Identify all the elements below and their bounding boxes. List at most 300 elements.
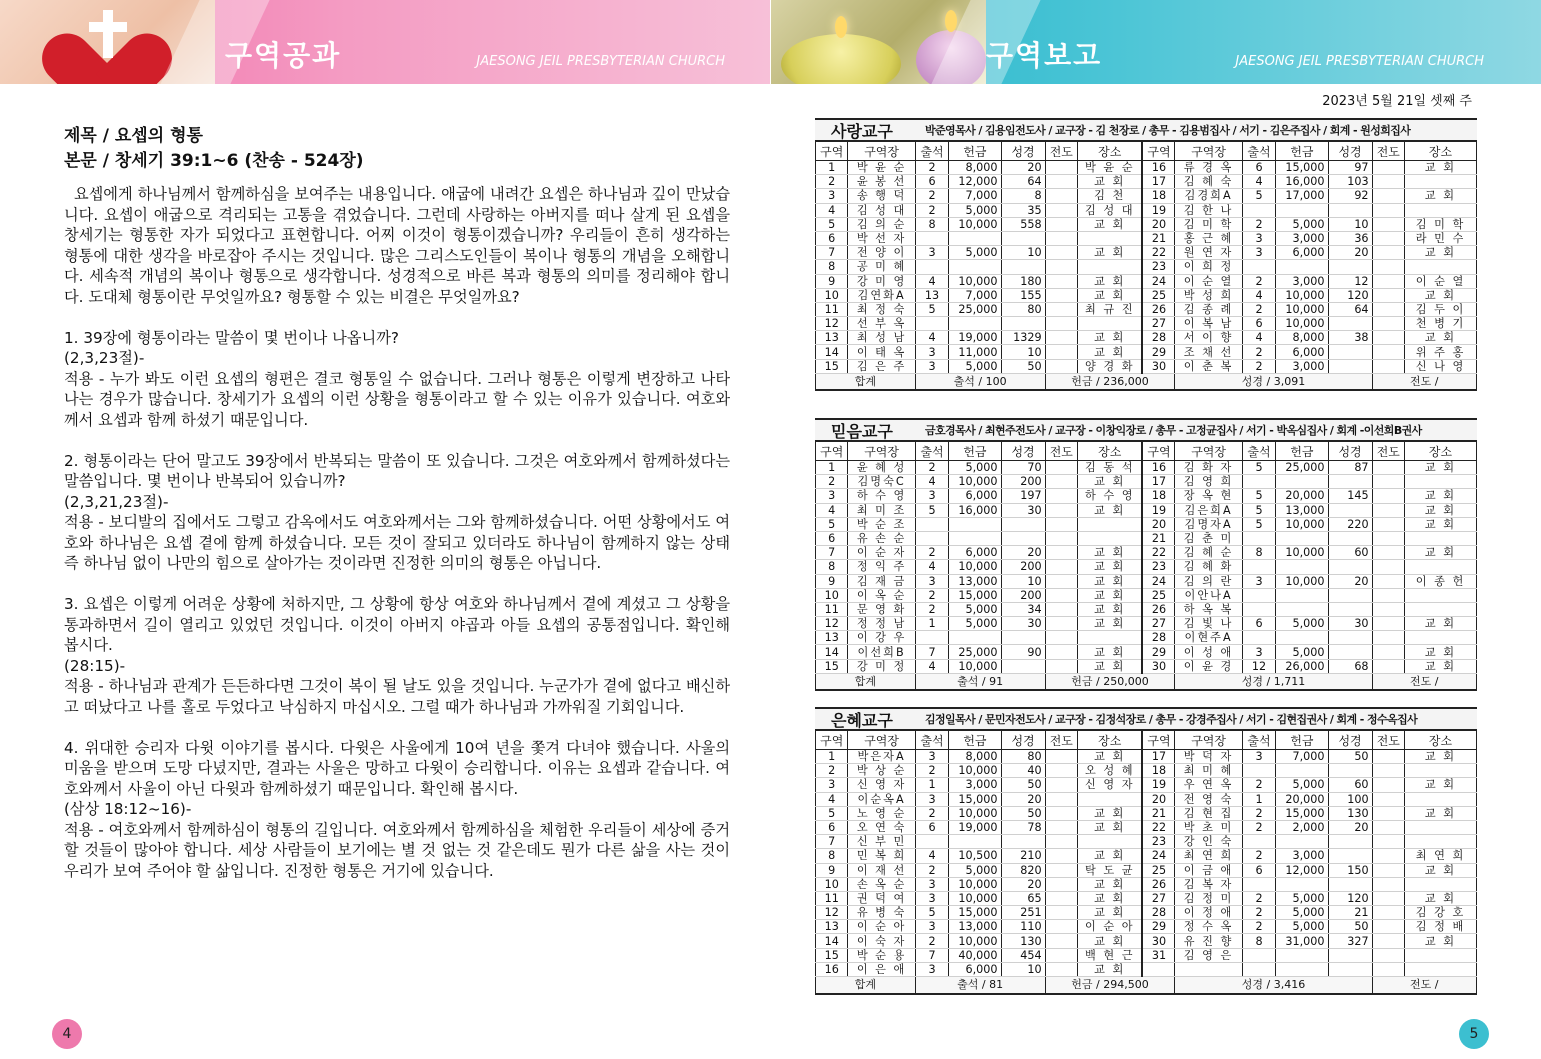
table-cell: 3 xyxy=(1242,574,1276,588)
table-cell xyxy=(1242,631,1276,645)
column-header: 장소 xyxy=(1078,731,1143,750)
report-date: 2023년 5월 21일 셋째 주 xyxy=(1322,94,1472,109)
table-cell: 13 xyxy=(816,331,848,345)
table-cell: 4 xyxy=(915,274,949,288)
table-cell: 3,000 xyxy=(1276,231,1328,245)
table-cell xyxy=(1372,849,1404,863)
table-cell xyxy=(1372,617,1404,631)
table-cell: 박 초 미 xyxy=(1175,820,1242,834)
table-cell xyxy=(1372,574,1404,588)
table-cell: 서 이 향 xyxy=(1175,331,1242,345)
table-cell: 김 두 이 xyxy=(1405,302,1477,316)
total-attendance: 출석 / 81 xyxy=(915,977,1045,994)
table-cell: 5,000 xyxy=(1276,778,1328,792)
table-cell: 김명자A xyxy=(1175,517,1242,531)
table-cell: 2 xyxy=(1242,359,1276,373)
table-cell: 11 xyxy=(816,602,848,616)
table-cell: 80 xyxy=(1001,750,1045,764)
section-title-lesson: 구역공과 xyxy=(225,39,342,72)
table-cell: 3 xyxy=(915,891,949,905)
table-cell: 10 xyxy=(816,288,848,302)
table-cell: 교 회 xyxy=(1078,345,1143,359)
table-cell: 손 옥 순 xyxy=(848,877,915,891)
table-row xyxy=(816,231,1477,245)
table-cell: 12,000 xyxy=(1276,863,1328,877)
table-cell: 17 xyxy=(1142,750,1174,764)
table-cell: 이 순 열 xyxy=(1405,274,1477,288)
table-cell xyxy=(1045,517,1077,531)
column-header: 성경 xyxy=(1328,731,1372,750)
table-cell: 이 숙 자 xyxy=(848,934,915,948)
table-cell xyxy=(1328,317,1372,331)
table-cell: 김명숙C xyxy=(848,475,915,489)
table-cell: 40 xyxy=(1001,764,1045,778)
table-cell: 7,000 xyxy=(949,189,1001,203)
table-cell: 민 복 희 xyxy=(848,849,915,863)
table-cell xyxy=(949,231,1001,245)
table-cell xyxy=(1045,317,1077,331)
table-cell: 2 xyxy=(1242,806,1276,820)
district-report xyxy=(815,707,1477,995)
table-cell xyxy=(915,517,949,531)
table-cell: 4 xyxy=(816,203,848,217)
column-header: 출석 xyxy=(1242,731,1276,750)
table-cell: 150 xyxy=(1328,863,1372,877)
table-cell: 6,000 xyxy=(949,546,1001,560)
table-cell: 2 xyxy=(915,764,949,778)
table-cell: 하 수 영 xyxy=(848,489,915,503)
table-cell: 17 xyxy=(1142,175,1174,189)
table-cell xyxy=(1242,948,1276,962)
table-cell: 교 회 xyxy=(1405,288,1477,302)
table-cell: 25,000 xyxy=(949,302,1001,316)
table-cell: 김경희A xyxy=(1175,189,1242,203)
table-cell: 251 xyxy=(1001,906,1045,920)
table-row xyxy=(816,849,1477,863)
table-cell: 교 회 xyxy=(1405,659,1477,673)
table-cell xyxy=(1372,792,1404,806)
table-cell xyxy=(1372,863,1404,877)
table-cell: 10,000 xyxy=(949,217,1001,231)
heart-cross-icon xyxy=(62,2,152,80)
table-cell: 정 정 남 xyxy=(848,617,915,631)
table-cell: 23 xyxy=(1142,835,1174,849)
column-header: 구역 xyxy=(1142,731,1174,750)
district-header xyxy=(815,118,1477,141)
table-cell: 29 xyxy=(1142,345,1174,359)
table-cell: 류 경 옥 xyxy=(1175,161,1242,175)
table-row xyxy=(816,489,1477,503)
table-cell: 20,000 xyxy=(1276,792,1328,806)
table-cell: 558 xyxy=(1001,217,1045,231)
table-cell xyxy=(1045,806,1077,820)
table-cell: 김 의 란 xyxy=(1175,574,1242,588)
table-cell: 7,000 xyxy=(1276,750,1328,764)
table-cell xyxy=(915,231,949,245)
table-cell: 조 채 선 xyxy=(1175,345,1242,359)
table-cell: 5,000 xyxy=(949,359,1001,373)
table-cell: 26,000 xyxy=(1276,659,1328,673)
table-cell: 18 xyxy=(1142,189,1174,203)
column-header: 출석 xyxy=(915,731,949,750)
column-header: 성경 xyxy=(1001,142,1045,161)
table-cell xyxy=(1242,531,1276,545)
table-cell: 백 현 근 xyxy=(1078,948,1143,962)
table-cell xyxy=(1242,877,1276,891)
table-cell: 2 xyxy=(1242,820,1276,834)
table-cell: 65 xyxy=(1001,891,1045,905)
table-cell xyxy=(1045,288,1077,302)
table-cell: 120 xyxy=(1328,891,1372,905)
table-cell xyxy=(1045,475,1077,489)
table-row xyxy=(816,461,1477,475)
total-attendance: 출석 / 91 xyxy=(915,673,1045,690)
header-banner-right xyxy=(771,0,1541,84)
table-cell: 5,000 xyxy=(949,602,1001,616)
table-cell xyxy=(1405,764,1477,778)
table-cell: 19 xyxy=(1142,203,1174,217)
table-cell xyxy=(1175,962,1242,976)
table-cell: 김 영 희 xyxy=(1175,475,1242,489)
table-cell: 김 천 xyxy=(1078,189,1143,203)
table-cell xyxy=(1372,302,1404,316)
table-cell: 15,000 xyxy=(949,792,1001,806)
table-cell: 김 재 금 xyxy=(848,574,915,588)
column-header: 장소 xyxy=(1078,142,1143,161)
table-cell: 50 xyxy=(1001,806,1045,820)
table-cell: 3 xyxy=(915,489,949,503)
district-report xyxy=(815,118,1477,391)
table-cell: 교 회 xyxy=(1405,246,1477,260)
table-cell: 60 xyxy=(1328,778,1372,792)
table-cell xyxy=(949,317,1001,331)
total-row xyxy=(816,373,1477,390)
table-row xyxy=(816,602,1477,616)
table-cell: 2 xyxy=(1242,217,1276,231)
table-cell: 박 순 조 xyxy=(848,517,915,531)
table-cell xyxy=(1328,359,1372,373)
table-cell: 12 xyxy=(816,317,848,331)
table-cell: 5 xyxy=(915,503,949,517)
table-cell: 28 xyxy=(1142,331,1174,345)
table-cell xyxy=(1328,631,1372,645)
table-cell: 최 규 진 xyxy=(1078,302,1143,316)
column-header: 전도 xyxy=(1045,142,1077,161)
table-cell: 김 종 례 xyxy=(1175,302,1242,316)
total-label: 합계 xyxy=(816,673,916,690)
table-cell xyxy=(1045,792,1077,806)
table-cell: 이 희 정 xyxy=(1175,260,1242,274)
table-cell: 2 xyxy=(915,461,949,475)
lesson-scripture: 본문 / 창세기 39:1~6 (찬송 - 524장) xyxy=(64,151,364,171)
table-row xyxy=(816,588,1477,602)
table-cell: 30 xyxy=(1142,359,1174,373)
table-cell xyxy=(1405,260,1477,274)
table-cell: 17,000 xyxy=(1276,189,1328,203)
table-cell: 교 회 xyxy=(1405,891,1477,905)
table-cell xyxy=(949,835,1001,849)
table-row xyxy=(816,962,1477,976)
district-staff: 금호경목사 / 최현주전도사 / 교구장 - 이창익장로 / 총무 - 고정균집사 / 서기 - 박옥심집사 / 회계 -이선희B권사 xyxy=(925,424,1422,437)
table-cell xyxy=(1276,560,1328,574)
table-cell: 26 xyxy=(1142,877,1174,891)
table-cell: 교 회 xyxy=(1078,934,1143,948)
table-cell: 15,000 xyxy=(1276,806,1328,820)
lesson-page xyxy=(64,124,730,881)
table-cell xyxy=(1276,203,1328,217)
table-cell: 신 나 영 xyxy=(1405,359,1477,373)
table-cell: 5 xyxy=(915,302,949,316)
table-cell xyxy=(1276,962,1328,976)
table-cell: 38 xyxy=(1328,331,1372,345)
table-cell: 2 xyxy=(1242,778,1276,792)
table-cell xyxy=(1372,175,1404,189)
table-cell: 2 xyxy=(915,863,949,877)
table-cell: 공 미 혜 xyxy=(848,260,915,274)
table-cell: 오 성 혜 xyxy=(1078,764,1143,778)
table-cell xyxy=(1328,560,1372,574)
table-cell: 13 xyxy=(915,288,949,302)
table-cell: 11,000 xyxy=(949,345,1001,359)
table-cell xyxy=(1045,546,1077,560)
table-cell: 26 xyxy=(1142,302,1174,316)
table-row xyxy=(816,835,1477,849)
table-cell: 3 xyxy=(915,345,949,359)
table-cell xyxy=(1045,217,1077,231)
table-cell: 13,000 xyxy=(949,920,1001,934)
table-cell: 8 xyxy=(915,217,949,231)
table-cell: 15,000 xyxy=(1276,161,1328,175)
table-cell xyxy=(1242,260,1276,274)
table-cell: 교 회 xyxy=(1078,891,1143,905)
table-cell xyxy=(1001,659,1045,673)
table-cell xyxy=(1045,331,1077,345)
district-report xyxy=(815,418,1477,691)
table-cell: 신 영 자 xyxy=(848,778,915,792)
table-cell xyxy=(1001,260,1045,274)
table-cell xyxy=(949,531,1001,545)
table-cell xyxy=(1276,877,1328,891)
table-cell: 이 복 남 xyxy=(1175,317,1242,331)
table-cell: 이 순 아 xyxy=(1078,920,1143,934)
table-cell: 15,000 xyxy=(949,906,1001,920)
table-cell: 김 미 학 xyxy=(1405,217,1477,231)
table-row xyxy=(816,631,1477,645)
table-cell xyxy=(1045,602,1077,616)
table-cell xyxy=(949,260,1001,274)
table-cell: 유 손 순 xyxy=(848,531,915,545)
table-cell: 10 xyxy=(816,877,848,891)
table-cell xyxy=(1372,778,1404,792)
table-row xyxy=(816,920,1477,934)
table-cell: 2 xyxy=(915,546,949,560)
table-cell: 교 회 xyxy=(1078,475,1143,489)
table-cell: 25 xyxy=(1142,588,1174,602)
table-cell: 김 혜 숙 xyxy=(1175,175,1242,189)
table-row xyxy=(816,317,1477,331)
table-cell: 25,000 xyxy=(949,645,1001,659)
table-cell: 28 xyxy=(1142,906,1174,920)
table-cell: 16 xyxy=(1142,461,1174,475)
lesson-title: 제목 / 요셉의 형통 xyxy=(64,126,203,146)
table-cell xyxy=(1078,792,1143,806)
table-cell xyxy=(1045,588,1077,602)
table-cell: 라 민 수 xyxy=(1405,231,1477,245)
table-cell: 15,000 xyxy=(949,588,1001,602)
table-cell: 12 xyxy=(1328,274,1372,288)
table-row xyxy=(816,189,1477,203)
table-cell xyxy=(1328,877,1372,891)
table-cell: 강 미 정 xyxy=(848,659,915,673)
table-row xyxy=(816,560,1477,574)
table-cell xyxy=(1372,659,1404,673)
table-cell: 교 회 xyxy=(1078,849,1143,863)
table-cell: 최 미 혜 xyxy=(1175,764,1242,778)
table-cell xyxy=(1405,835,1477,849)
table-cell: 교 회 xyxy=(1405,331,1477,345)
table-cell: 50 xyxy=(1001,778,1045,792)
table-cell: 이순옥A xyxy=(848,792,915,806)
table-cell xyxy=(1372,948,1404,962)
table-cell: 2 xyxy=(1242,345,1276,359)
table-cell: 20,000 xyxy=(1276,489,1328,503)
table-cell xyxy=(1045,962,1077,976)
column-header: 출석 xyxy=(915,142,949,161)
table-cell xyxy=(1045,906,1077,920)
table-cell xyxy=(1242,203,1276,217)
table-cell: 210 xyxy=(1001,849,1045,863)
table-cell: 34 xyxy=(1001,602,1045,616)
total-offering: 헌금 / 250,000 xyxy=(1045,673,1175,690)
table-cell xyxy=(949,631,1001,645)
table-cell xyxy=(1372,962,1404,976)
table-row xyxy=(816,792,1477,806)
column-header: 구역 xyxy=(816,142,848,161)
table-cell: 29 xyxy=(1142,920,1174,934)
table-cell: 김 동 석 xyxy=(1078,461,1143,475)
table-cell: 교 회 xyxy=(1078,503,1143,517)
table-cell xyxy=(1045,764,1077,778)
table-cell xyxy=(1372,934,1404,948)
table-cell: 11 xyxy=(816,302,848,316)
table-cell: 8,000 xyxy=(949,750,1001,764)
table-cell: 교 회 xyxy=(1405,189,1477,203)
table-cell xyxy=(1242,588,1276,602)
table-cell xyxy=(1372,835,1404,849)
column-header: 헌금 xyxy=(949,442,1001,461)
table-cell: 2 xyxy=(1242,906,1276,920)
table-cell: 31,000 xyxy=(1276,934,1328,948)
table-row xyxy=(816,359,1477,373)
table-cell: 2 xyxy=(915,588,949,602)
table-cell: 최 미 조 xyxy=(848,503,915,517)
table-cell: 17 xyxy=(1142,475,1174,489)
table-cell: 3 xyxy=(1242,246,1276,260)
table-cell: 1 xyxy=(915,617,949,631)
table-cell: 4 xyxy=(816,792,848,806)
table-cell xyxy=(1242,475,1276,489)
column-header: 성경 xyxy=(1328,442,1372,461)
table-cell: 3 xyxy=(816,189,848,203)
district-table xyxy=(815,441,1477,691)
table-row xyxy=(816,517,1477,531)
table-cell xyxy=(1372,217,1404,231)
table-cell: 10,000 xyxy=(949,764,1001,778)
table-cell: 3 xyxy=(915,877,949,891)
table-cell: 5 xyxy=(1242,189,1276,203)
table-cell xyxy=(915,835,949,849)
table-cell: 5,000 xyxy=(1276,891,1328,905)
table-cell: 김 정 배 xyxy=(1405,920,1477,934)
table-cell: 교 회 xyxy=(1078,175,1143,189)
table-cell: 10,000 xyxy=(949,877,1001,891)
table-cell: 6 xyxy=(816,820,848,834)
table-cell: 18 xyxy=(1142,764,1174,778)
column-header: 성경 xyxy=(1328,142,1372,161)
table-cell: 하 옥 복 xyxy=(1175,602,1242,616)
table-cell: 5,000 xyxy=(1276,906,1328,920)
table-cell xyxy=(1405,602,1477,616)
table-cell xyxy=(1328,475,1372,489)
table-cell: 4 xyxy=(816,503,848,517)
table-row xyxy=(816,778,1477,792)
table-cell: 24 xyxy=(1142,274,1174,288)
table-cell: 7 xyxy=(816,546,848,560)
table-cell: 10,000 xyxy=(1276,288,1328,302)
table-cell: 9 xyxy=(816,863,848,877)
table-cell: 1 xyxy=(816,161,848,175)
table-cell: 5,000 xyxy=(949,863,1001,877)
table-cell: 11 xyxy=(816,891,848,905)
table-cell: 박 선 자 xyxy=(848,231,915,245)
table-cell: 김 춘 미 xyxy=(1175,531,1242,545)
column-header: 헌금 xyxy=(949,731,1001,750)
table-cell: 23 xyxy=(1142,260,1174,274)
table-cell: 4 xyxy=(915,331,949,345)
table-cell xyxy=(1405,948,1477,962)
table-cell: 김 성 대 xyxy=(848,203,915,217)
table-cell xyxy=(1372,161,1404,175)
table-cell: 6 xyxy=(1242,863,1276,877)
table-cell: 3 xyxy=(816,489,848,503)
table-cell: 김 성 대 xyxy=(1078,203,1143,217)
district-name: 믿음교구 xyxy=(831,421,893,441)
table-cell: 6,000 xyxy=(949,489,1001,503)
table-cell: 2 xyxy=(915,203,949,217)
table-cell: 교 회 xyxy=(1405,806,1477,820)
table-cell: 8 xyxy=(1242,934,1276,948)
table-cell: 하 수 영 xyxy=(1078,489,1143,503)
table-cell: 김 혜 순 xyxy=(1175,546,1242,560)
table-cell: 454 xyxy=(1001,948,1045,962)
table-cell: 130 xyxy=(1328,806,1372,820)
table-cell: 우 연 옥 xyxy=(1175,778,1242,792)
column-header: 전도 xyxy=(1045,442,1077,461)
table-cell: 5,000 xyxy=(949,203,1001,217)
table-row xyxy=(816,906,1477,920)
table-cell: 10,000 xyxy=(949,475,1001,489)
total-offering: 헌금 / 236,000 xyxy=(1045,373,1175,390)
table-cell: 9 xyxy=(816,274,848,288)
table-row xyxy=(816,531,1477,545)
table-cell: 12,000 xyxy=(949,175,1001,189)
table-cell: 교 회 xyxy=(1078,962,1143,976)
table-cell: 6 xyxy=(915,820,949,834)
table-cell xyxy=(1242,560,1276,574)
table-cell: 10 xyxy=(816,588,848,602)
table-cell xyxy=(1372,602,1404,616)
table-row xyxy=(816,302,1477,316)
